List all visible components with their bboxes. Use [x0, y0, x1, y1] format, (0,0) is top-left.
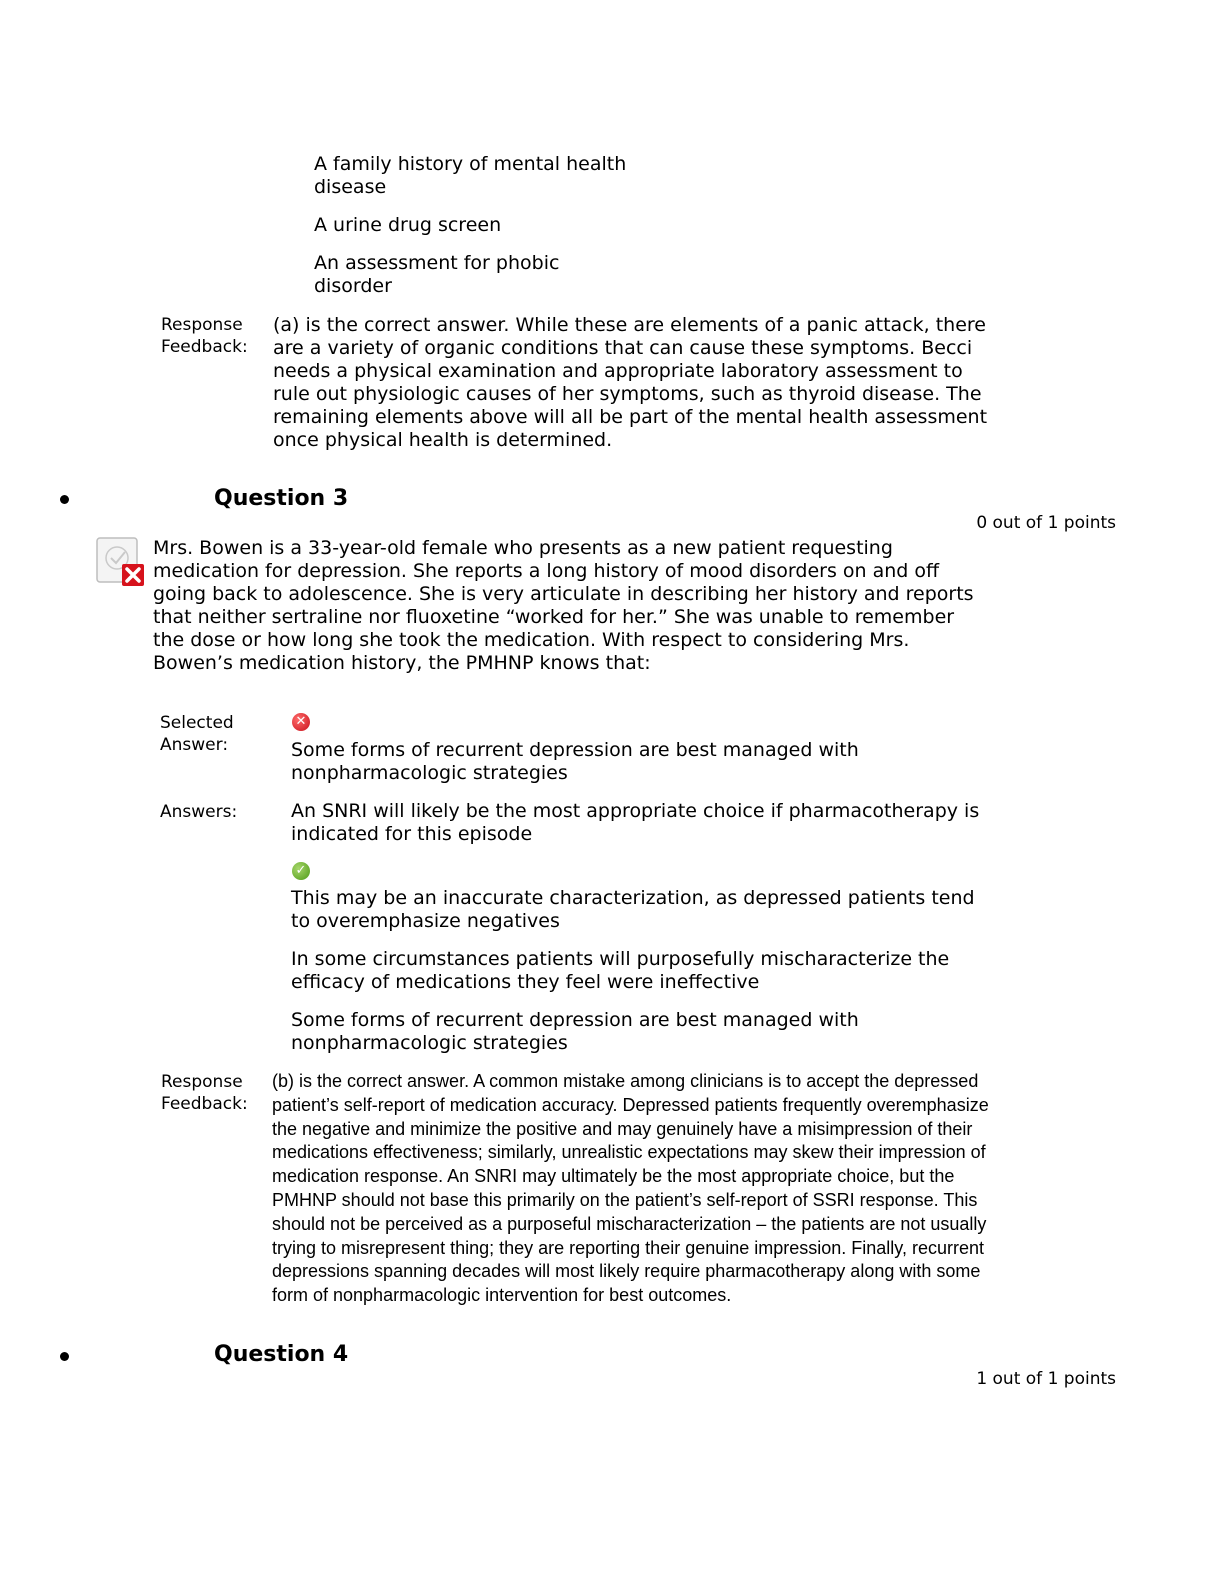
- answer-option: In some circumstances patients will purposefully mischaracterize the efficacy of medications they feel were ineffective: [291, 948, 950, 993]
- response-feedback-label: Response Feedback:: [161, 315, 248, 357]
- answer-option: An assessment for phobic disorder: [314, 252, 560, 297]
- answer-option: Some forms of recurrent depression are best managed with nonpharmacologic strategies: [291, 1009, 859, 1054]
- response-feedback-text: (b) is the correct answer. A common mistake among clinicians is to accept the depressed patient’s self-report of medication accuracy. Depressed patients frequently overemphasize the negative and minimize the positive and may genuinely have a misimpression of their medications effectiveness; similarly, unrealistic expectations may skew their impression of medication response. An SNRI may ultimately be the most appropriate choice, but the PMHNP should not base this primarily on the patient’s self-report of SSRI response. This should not be perceived as a purposeful mischaracterization – the patients are not usually trying to misrepresent thing; they are reporting their genuine impression. Finally, recurrent depressions spanning decades will most likely require pharmacotherapy along with some form of nonpharmacologic intervention for best outcomes.: [272, 1071, 989, 1306]
- incorrect-icon: [96, 536, 148, 588]
- bullet: [60, 495, 69, 504]
- bullet: [60, 1352, 69, 1361]
- answer-option: A urine drug screen: [314, 214, 502, 236]
- response-feedback-text: (a) is the correct answer. While these are elements of a panic attack, there are a variety of organic conditions that can cause these symptoms. Becci needs a physical examination and appropriate laboratory assessment to rule out physiologic causes of her symptoms, such as thyroid disease. The remaining elements above will all be part of the mental health assessment once physical health is determined.: [273, 314, 988, 451]
- answer-option: A family history of mental health disease: [314, 153, 627, 198]
- question-text: Mrs. Bowen is a 33-year-old female who presents as a new patient requesting medication for depression. She reports a long history of mood disorders on and off going back to adolescence. She is very articulate in describing her history and reports that neither sertraline nor fluoxetine “worked for her.” She was unable to remember the dose or how long she took the medication. With respect to considering Mrs. Bowen’s medication history, the PMHNP knows that:: [153, 537, 974, 674]
- question-title: Question 3: [214, 486, 349, 511]
- answers-label: Answers:: [160, 802, 238, 822]
- question-points: 1 out of 1 points: [976, 1369, 1116, 1389]
- response-feedback-label: Response Feedback:: [161, 1072, 248, 1114]
- selected-answer-label: Selected Answer:: [160, 713, 234, 755]
- question-title: Question 4: [214, 1342, 349, 1367]
- correct-icon: ✓: [292, 862, 310, 880]
- question-points: 0 out of 1 points: [976, 513, 1116, 533]
- selected-answer: Some forms of recurrent depression are best managed with nonpharmacologic strategies: [291, 739, 859, 784]
- answer-option-correct: This may be an inaccurate characterization, as depressed patients tend to overemphasize negatives: [291, 887, 975, 932]
- incorrect-icon: ✕: [292, 713, 310, 731]
- answer-option: An SNRI will likely be the most appropriate choice if pharmacotherapy is indicated for this episode: [291, 800, 980, 845]
